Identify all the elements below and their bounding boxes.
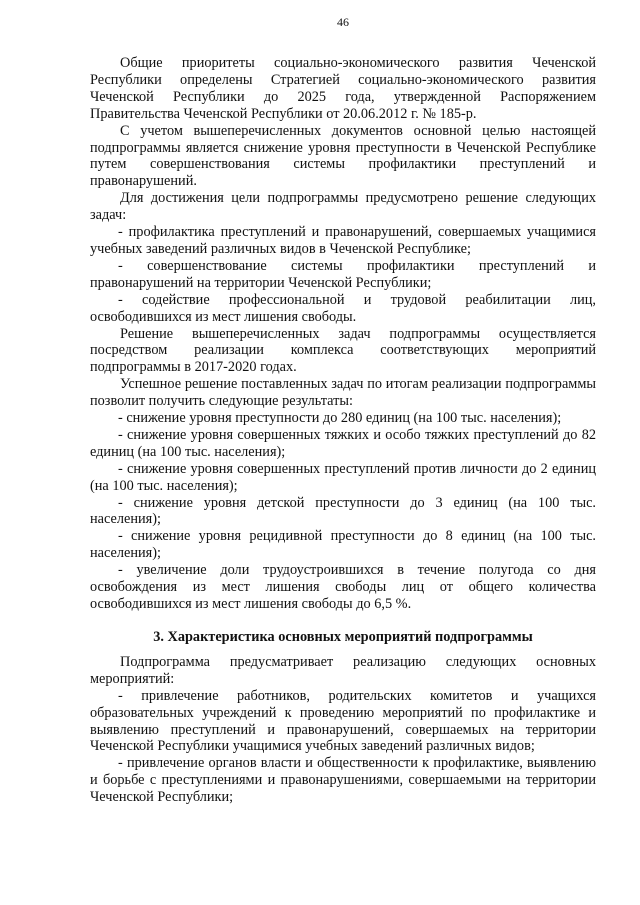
document-page [90,14,596,806]
list-item-task: - совершенствование системы профилактики преступлений и правонарушений на территории Чеченской Республики; [90,257,596,291]
list-item-result: - снижение уровня преступности до 280 единиц (на 100 тыс. населения); [118,410,562,427]
section-heading: 3. Характеристика основных мероприятий подпрограммы [153,628,533,645]
list-item-result: - снижение уровня рецидивной преступности до 8 единиц (на 100 тыс. населения); [90,528,596,562]
list-item-result: - снижение уровня совершенных тяжких и особо тяжких преступлений до 82 единиц (на 100 тыс. населения); [90,426,596,460]
paragraph-main-goal: С учетом вышеперечисленных документов основной целью настоящей подпрограммы является снижение уровня преступности в Чеченской Республике путем совершенствования системы профилактики преступлений и правонарушений. [90,122,596,190]
list-item-result: - снижение уровня детской преступности до 3 единиц (на 100 тыс. населения); [90,494,596,528]
paragraph-tasks-intro: Для достижения цели подпрограммы предусмотрено решение следующих задач: [90,190,596,224]
paragraph-priorities: Общие приоритеты социально-экономического развития Чеченской Республики определены Стратегией социально-экономического развития Чеченской Республики до 2025 года, утвержденной Распоряжением Правительства Чеченской Республики от 20.06.2012 г. № 185-р. [90,55,596,122]
list-item-measure: - привлечение работников, родительских комитетов и учащихся образовательных учреждений к проведению мероприятий по профилактике и выявлению преступлений и правонарушений, совершаемых на территории Чеченской Республики учащимися учебных заведений различных видов; [90,687,596,755]
list-item-result: - снижение уровня совершенных преступлений против личности до 2 единиц (на 100 тыс. населения); [90,460,596,494]
page-number: 46 [337,15,349,29]
paragraph-measures-intro: Подпрограмма предусматривает реализацию следующих основных мероприятий: [90,653,596,687]
paragraph-implementation: Решение вышеперечисленных задач подпрограммы осуществляется посредством реализации комплекса соответствующих мероприятий подпрограммы в 2017-2020 годах. [90,325,596,376]
list-item-task: - содействие профессиональной и трудовой реабилитации лиц, освободившихся из мест лишения свободы. [90,291,596,325]
list-item-task: - профилактика преступлений и правонарушений, совершаемых учащимися учебных заведений различных видов в Чеченской Республике; [90,224,596,257]
list-item-measure: - привлечение органов власти и общественности к профилактике, выявлению и борьбе с преступлениями и правонарушениями, совершаемыми на территории Чеченской Республики; [90,755,596,806]
paragraph-results-intro: Успешное решение поставленных задач по итогам реализации подпрограммы позволит получить следующие результаты: [90,376,596,410]
list-item-result: - увеличение доли трудоустроившихся в течение полугода со дня освобождения из мест лишения свободы лиц от общего количества освободившихся из мест лишения свободы до 6,5 %. [90,562,596,612]
